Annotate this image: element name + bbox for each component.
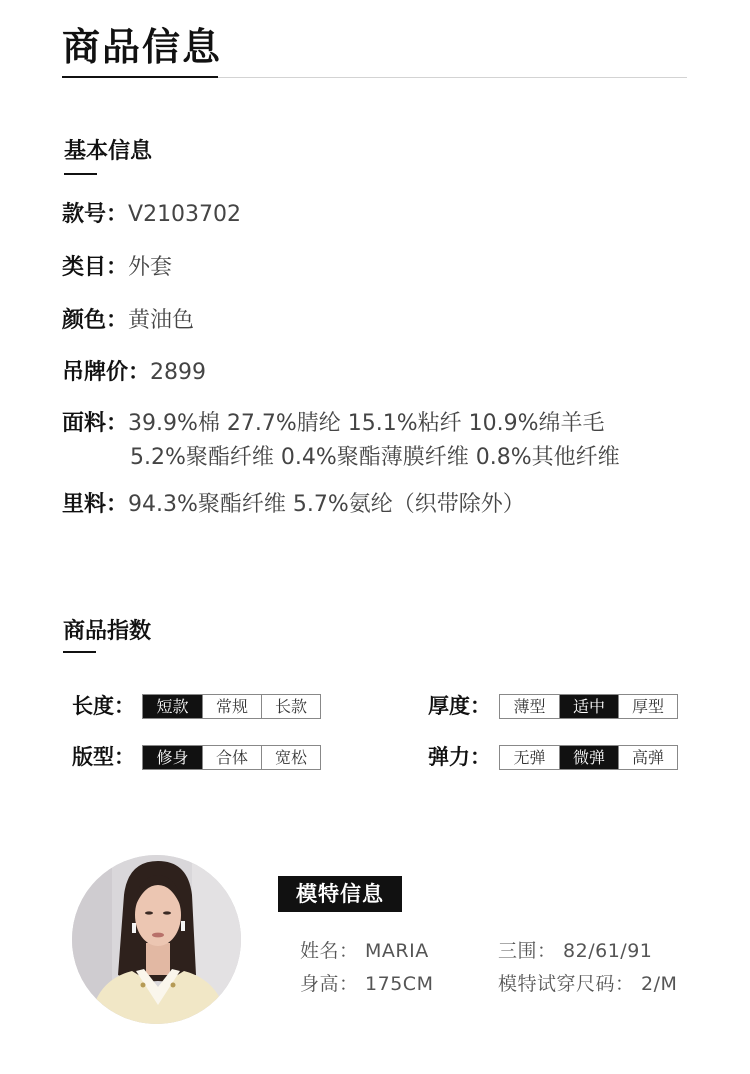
category-value: 外套 [128,255,173,280]
elasticity-option-slight: 微弹 [559,746,618,769]
category-label: 类目： [62,255,129,280]
title-divider [218,77,687,78]
color-label: 颜色： [62,308,129,333]
color-value: 黄油色 [128,308,195,333]
info-lining [62,490,525,520]
model-size: 模特试穿尺码： 2/M [498,973,678,995]
model-name: 姓名： MARIA [300,940,429,962]
info-color [62,306,194,336]
tag-price-value: 2899 [150,360,207,385]
length-label: 长度： [72,694,135,718]
length-option-short: 短款 [143,695,202,718]
fit-option-slim: 修身 [143,746,202,769]
model-measurements: 三围： 82/61/91 [498,940,653,962]
fabric-value-line1: 39.9%棉 27.7%腈纶 15.1%粘纤 10.9%绵羊毛 [128,411,605,436]
length-options [142,694,321,719]
fabric-label: 面料： [62,411,129,436]
section-title-index: 商品指数 [63,619,152,644]
tag-price-label: 吊牌价： [62,360,151,385]
model-portrait-illustration [72,855,241,1024]
elasticity-option-high: 高弹 [618,746,677,769]
model-info-badge: 模特信息 [278,876,402,912]
page-title: 商品信息 [62,25,223,69]
section-underline-basic [64,173,97,175]
thickness-option-thin: 薄型 [513,697,546,716]
thickness-options [499,694,678,719]
model-height: 身高： 175CM [300,973,434,995]
length-option-regular: 常规 [202,695,261,718]
info-category [62,253,172,283]
title-underline [62,76,218,78]
elasticity-option-none: 无弹 [513,748,546,767]
section-underline-index [63,651,96,653]
thickness-option-medium: 适中 [559,695,618,718]
lining-label: 里料： [62,492,129,517]
info-tag-price [62,358,206,388]
length-option-long: 长款 [261,695,320,718]
thickness-label: 厚度： [428,694,491,718]
thickness-option-thick: 厚型 [618,695,677,718]
fit-option-regular: 合体 [202,746,261,769]
elasticity-label: 弹力： [428,745,491,769]
elasticity-options [499,745,678,770]
model-photo [72,855,241,1024]
fit-label: 版型： [72,745,135,769]
lining-value: 94.3%聚酯纤维 5.7%氨纶（织带除外） [128,492,525,517]
fit-options [142,745,321,770]
info-style-number [62,200,241,230]
style-number-value: V2103702 [128,202,242,227]
fabric-value-line2: 5.2%聚酯纤维 0.4%聚酯薄膜纤维 0.8%其他纤维 [130,445,620,470]
section-title-basic: 基本信息 [64,139,153,164]
info-fabric [62,409,605,439]
style-number-label: 款号： [62,202,129,227]
fit-option-loose: 宽松 [261,746,320,769]
